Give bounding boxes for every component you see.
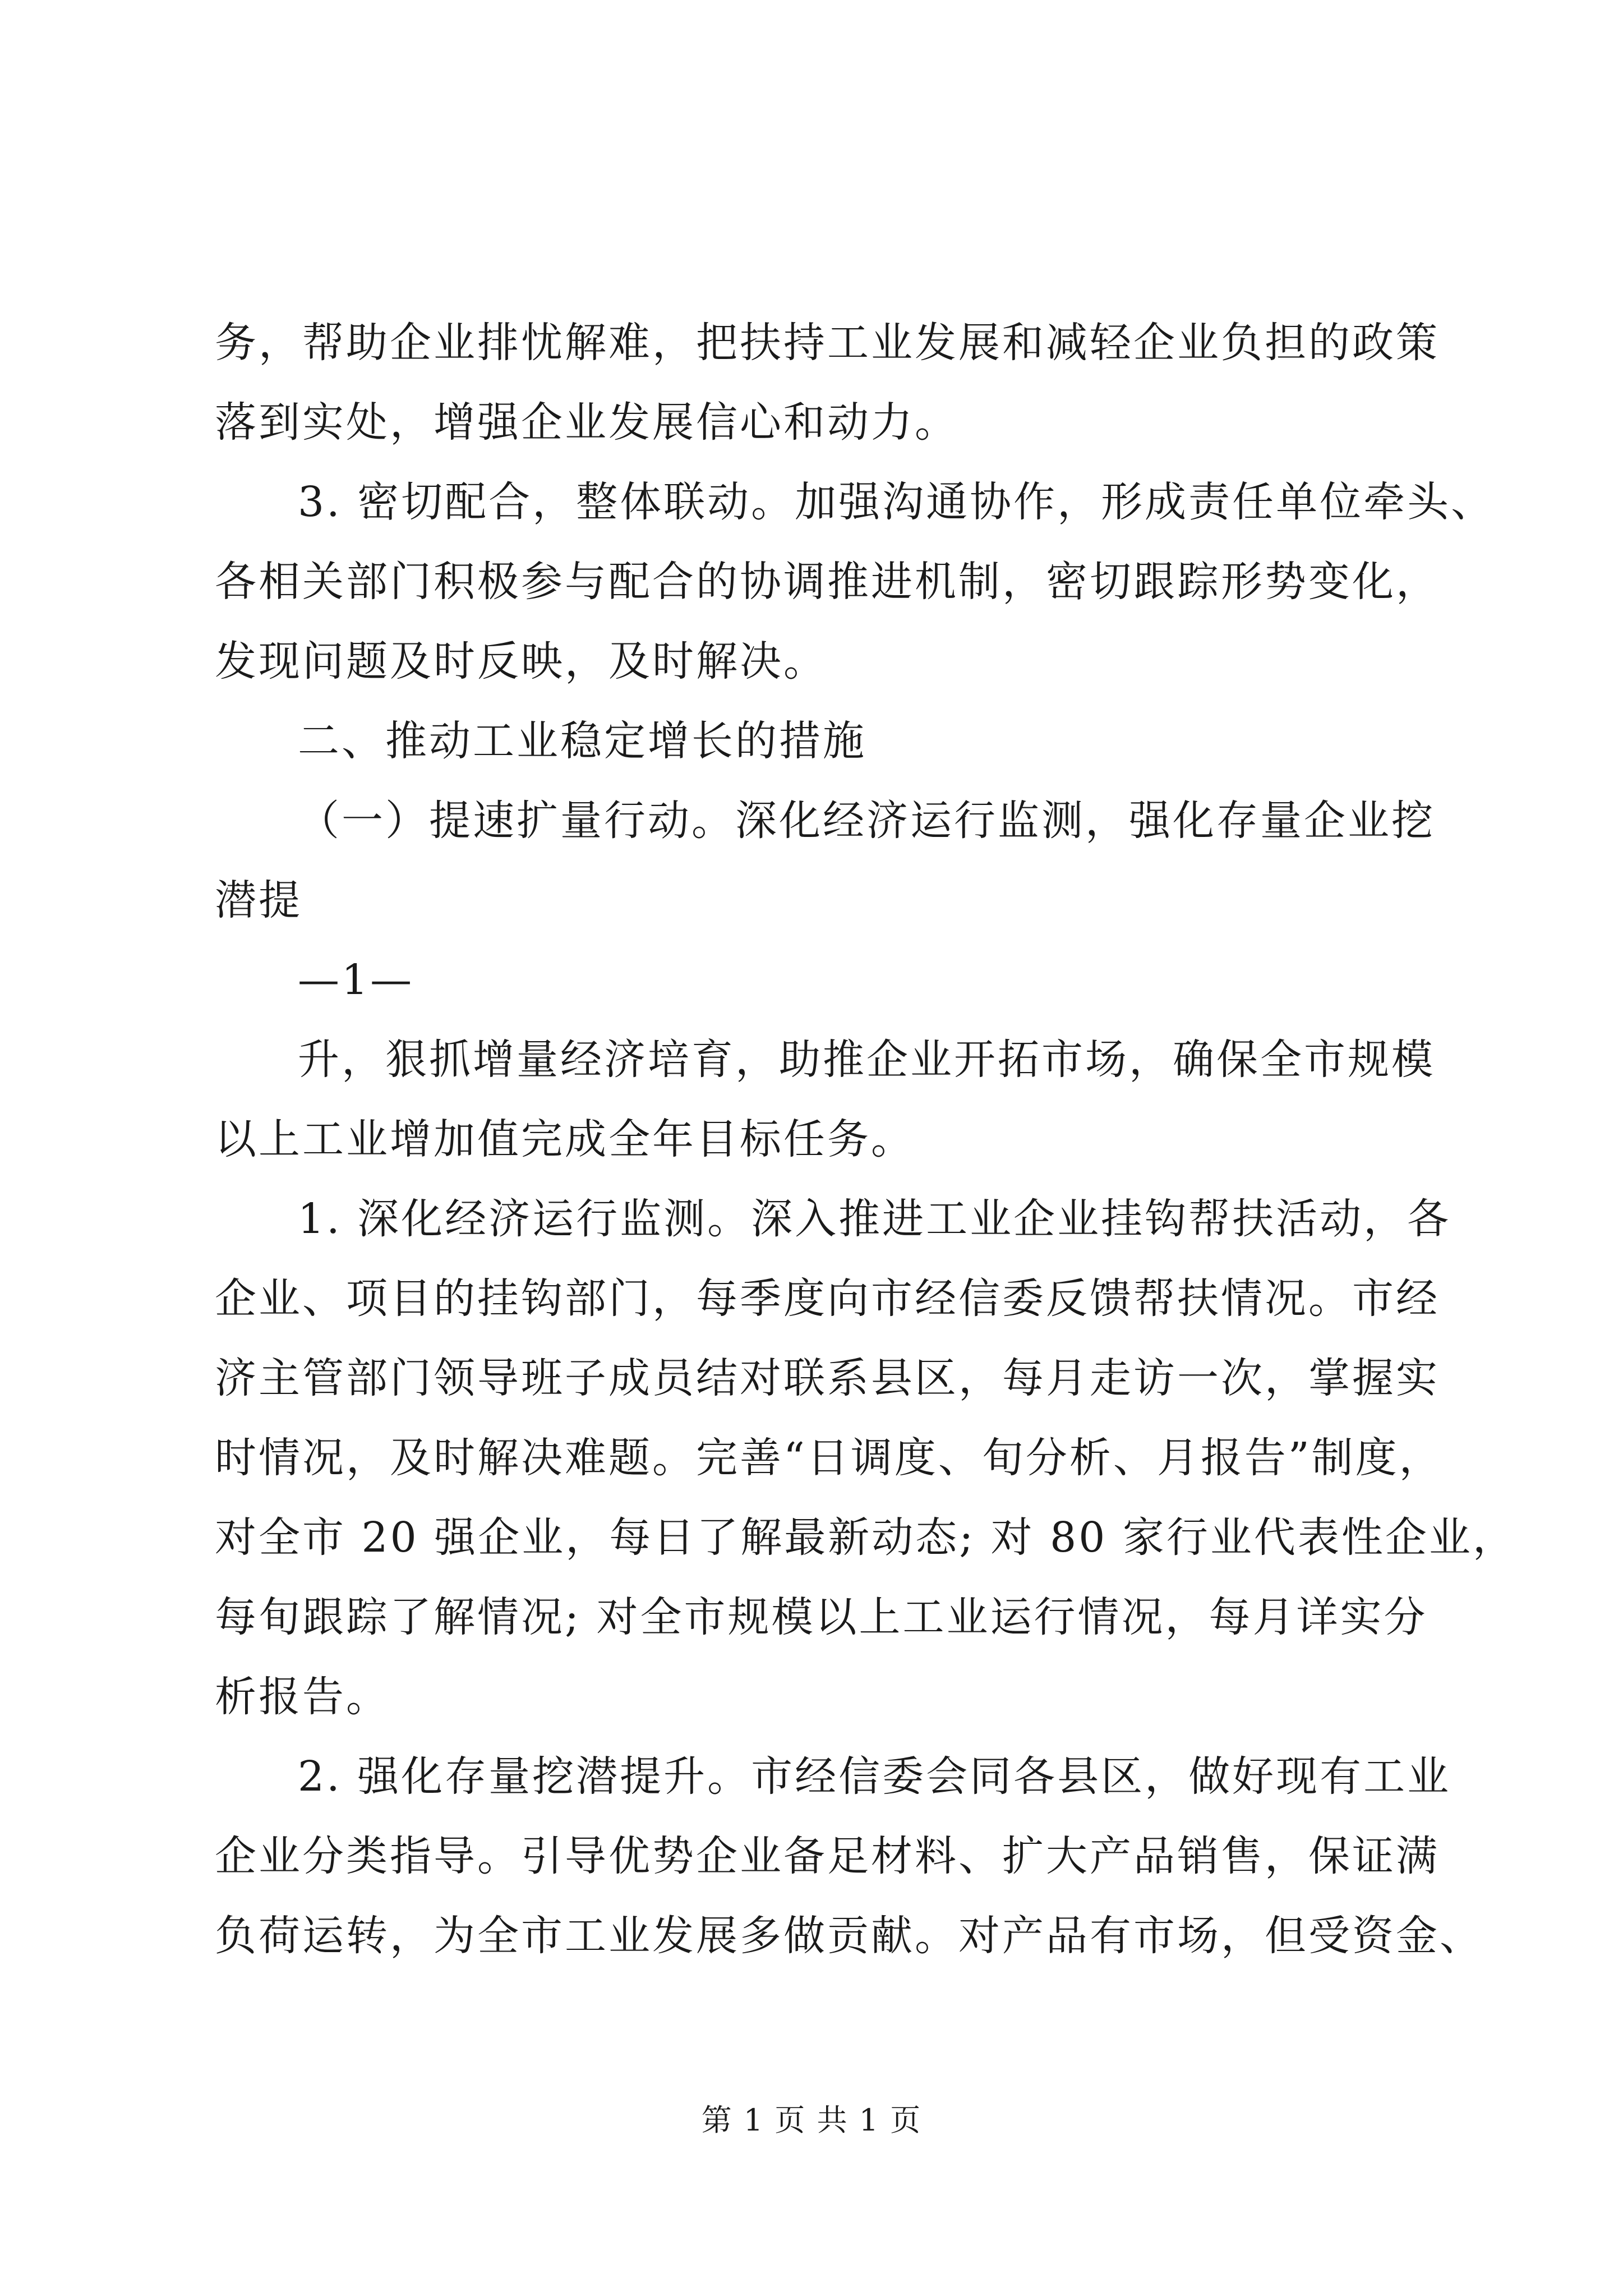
text-line: 各相关部门积极参与配合的协调推进机制，密切跟踪形势变化， [215,558,1440,606]
text-line: 落到实处，增强企业发展信心和动力。 [215,398,958,447]
text-line: 升，狠抓增量经济培育，助推企业开拓市场，确保全市规模 [298,1036,1435,1084]
text-line: 济主管部门领导班子成员结对联系县区，每月走访一次，掌握实 [215,1354,1440,1402]
inline-page-number: —1— [298,956,414,1004]
text-line: 对全市 20 强企业，每日了解最新动态; 对 80 家行业代表性企业， [215,1513,1516,1562]
text-line: 以上工业增加值完成全年目标任务。 [215,1115,915,1163]
text-line: 潜提 [215,876,302,924]
section-heading: 二、推动工业稳定增长的措施 [298,717,866,765]
text-line: 每旬跟踪了解情况; 对全市规模以上工业运行情况，每月详实分 [215,1593,1428,1641]
text-line: 析报告。 [215,1673,390,1721]
page-footer: 第 1 页 共 1 页 [701,2102,922,2138]
text-line: 2. 强化存量挖潜提升。市经信委会同各县区，做好现有工业 [298,1752,1451,1801]
text-line: 时情况，及时解决难题。完善“日调度、旬分析、月报告”制度， [215,1434,1443,1482]
text-line: 3. 密切配合，整体联动。加强沟通协作，形成责任单位牵头、 [298,478,1495,526]
document-body [215,303,1516,1976]
text-line: 企业、项目的挂钩部门，每季度向市经信委反馈帮扶情况。市经 [215,1274,1440,1323]
text-line: 企业分类指导。引导优势企业备足材料、扩大产品销售，保证满 [215,1832,1440,1880]
text-line: 负荷运转，为全市工业发展多做贡献。对产品有市场，但受资金、 [215,1912,1483,1960]
text-line: 务，帮助企业排忧解难，把扶持工业发展和减轻企业负担的政策 [215,319,1440,367]
text-line: 发现问题及时反映，及时解决。 [215,637,827,685]
subsection-heading: （一）提速扩量行动。深化经济运行监测，强化存量企业挖 [298,797,1435,845]
text-line: 1. 深化经济运行监测。深入推进工业企业挂钩帮扶活动，各 [298,1195,1451,1243]
